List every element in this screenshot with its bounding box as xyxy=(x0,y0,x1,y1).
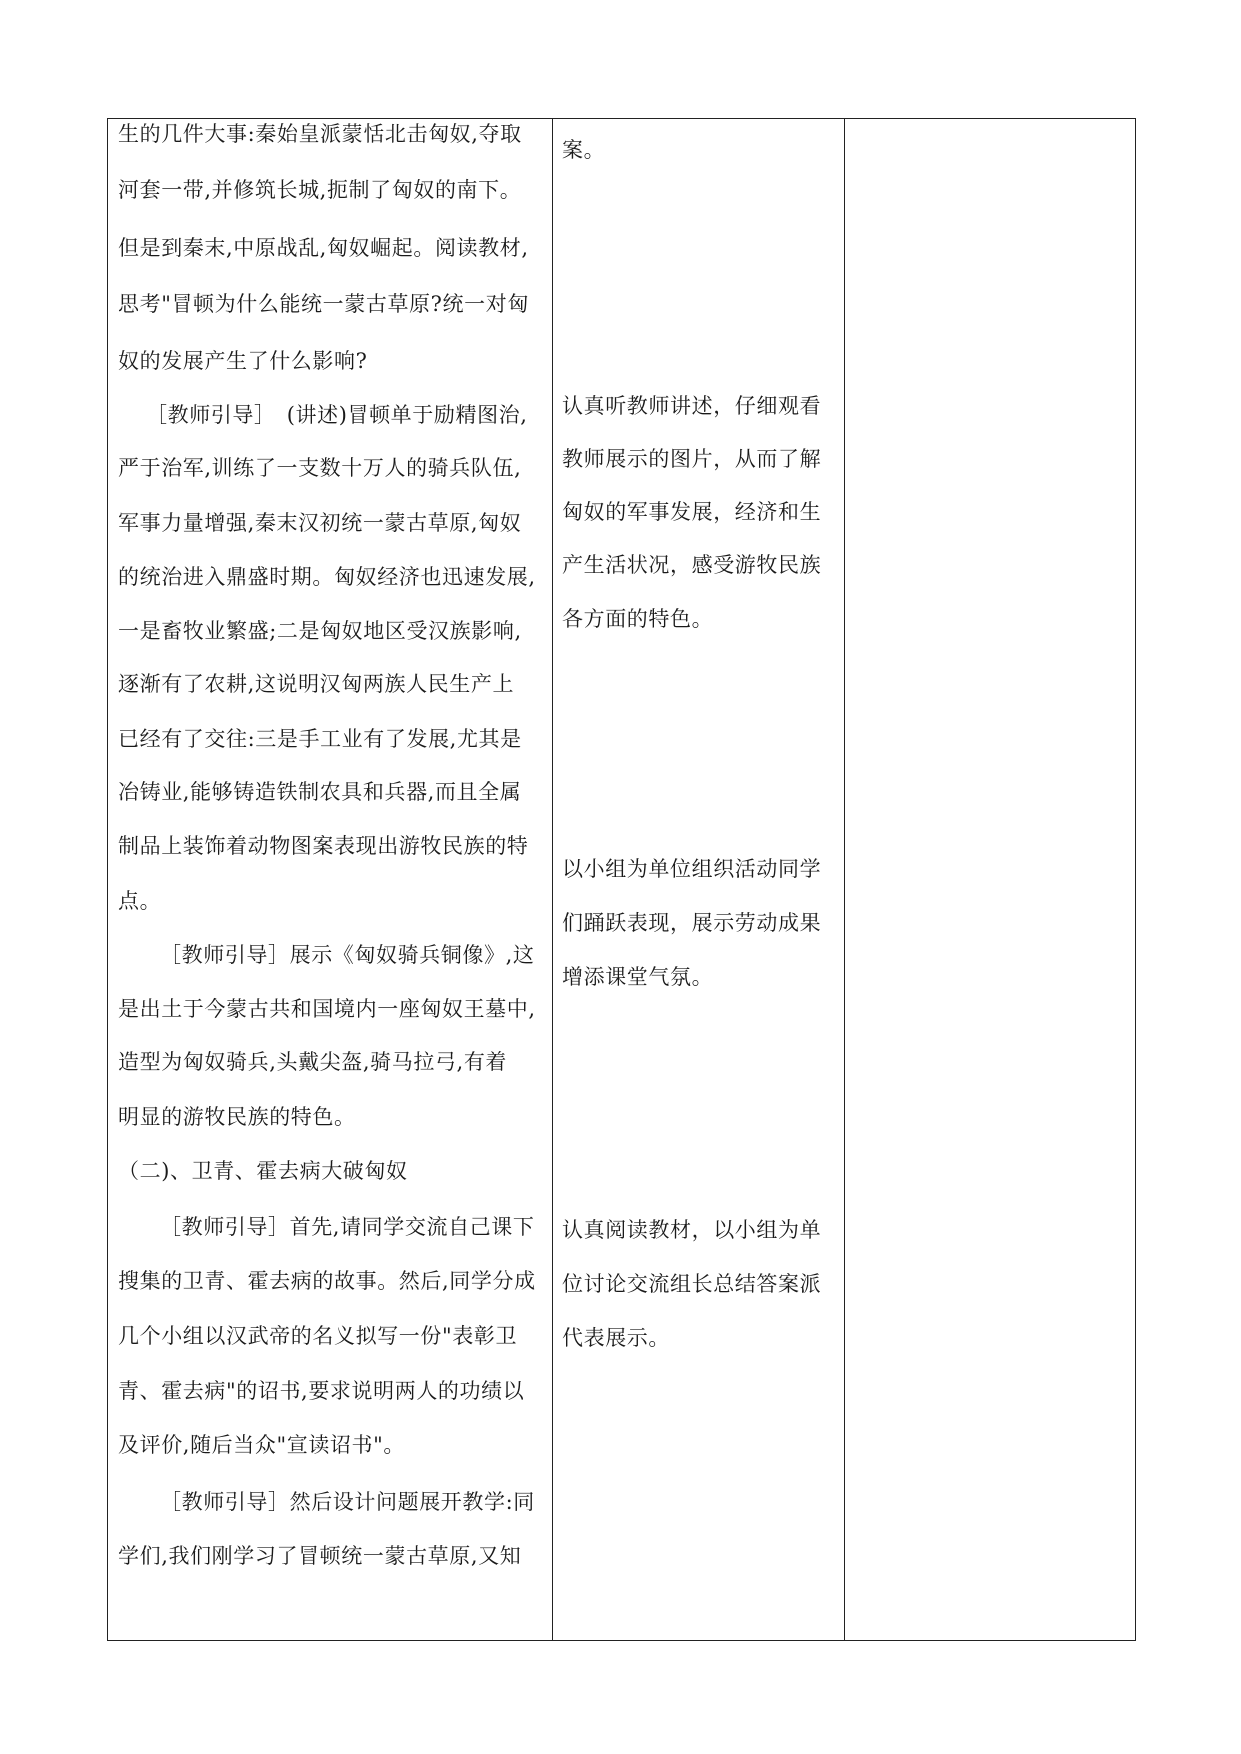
middle-line: 各方面的特色。 xyxy=(562,607,714,631)
left-line: 一是畜牧业繁盛;二是匈奴地区受汉族影响, xyxy=(118,619,522,643)
column-divider-2 xyxy=(844,119,845,1640)
middle-line: 匈奴的军事发展，经济和生 xyxy=(562,500,822,524)
middle-line: 以小组为单位组织活动同学 xyxy=(562,857,822,881)
left-line: 制品上装饰着动物图案表现出游牧民族的特 xyxy=(118,834,529,858)
middle-line: 认真听教师讲述，仔细观看 xyxy=(562,394,822,418)
left-line: 几个小组以汉武帝的名义拟写一份"表彰卫 xyxy=(118,1324,518,1348)
left-line: 冶铸业,能够铸造铁制农具和兵器,而且全属 xyxy=(118,780,522,804)
left-line: ［教师引导］然后设计问题展开教学:同 xyxy=(160,1490,535,1514)
left-line: 军事力量增强,秦末汉初统一蒙古草原,匈奴 xyxy=(118,511,522,535)
middle-line: 教师展示的图片，从而了解 xyxy=(562,447,822,471)
left-line: ［教师引导］首先,请同学交流自己课下 xyxy=(160,1215,535,1239)
section-heading: （二)、卫青、霍去病大破匈奴 xyxy=(118,1159,408,1183)
left-line: ［教师引导］ (讲述)冒顿单于励精图治, xyxy=(146,403,528,427)
left-line: 已经有了交往:三是手工业有了发展,尤其是 xyxy=(118,727,522,751)
middle-line: 产生活状况，感受游牧民族 xyxy=(562,553,822,577)
left-line: 奴的发展产生了什么影响? xyxy=(118,349,368,373)
left-line: 是出土于今蒙古共和国境内一座匈奴王墓中, xyxy=(118,997,536,1021)
middle-line: 位讨论交流组长总结答案派 xyxy=(562,1272,822,1296)
left-line: ［教师引导］展示《匈奴骑兵铜像》,这 xyxy=(160,943,535,967)
middle-line: 们踊跃表现，展示劳动成果 xyxy=(562,911,822,935)
column-divider-1 xyxy=(552,119,553,1640)
left-line: 严于治军,训练了一支数十万人的骑兵队伍, xyxy=(118,456,522,480)
middle-line: 认真阅读教材，以小组为单 xyxy=(562,1218,822,1242)
left-line: 搜集的卫青、霍去病的故事。然后,同学分成 xyxy=(118,1269,536,1293)
left-line: 的统治进入鼎盛时期。匈奴经济也迅速发展, xyxy=(118,565,536,589)
left-line: 生的几件大事:秦始皇派蒙恬北击匈奴,夺取 xyxy=(118,122,522,146)
middle-line: 代表展示。 xyxy=(562,1326,670,1350)
middle-line: 案。 xyxy=(562,138,606,162)
left-line: 青、霍去病"的诏书,要求说明两人的功绩以 xyxy=(118,1379,525,1403)
left-line: 思考"冒顿为什么能统一蒙古草原?统一对匈 xyxy=(118,292,529,316)
left-line: 学们,我们刚学习了冒顿统一蒙古草原,又知 xyxy=(118,1544,522,1568)
middle-line: 增添课堂气氛。 xyxy=(562,965,714,989)
left-line: 点。 xyxy=(118,889,162,913)
left-line: 河套一带,并修筑长城,扼制了匈奴的南下。 xyxy=(118,178,522,202)
left-line: 明显的游牧民族的特色。 xyxy=(118,1105,356,1129)
left-line: 造型为匈奴骑兵,头戴尖盔,骑马拉弓,有着 xyxy=(118,1050,508,1074)
left-line: 但是到秦末,中原战乱,匈奴崛起。阅读教材, xyxy=(118,236,529,260)
left-line: 及评价,随后当众"宣读诏书"。 xyxy=(118,1433,405,1457)
left-line: 逐渐有了农耕,这说明汉匈两族人民生产上 xyxy=(118,672,515,696)
